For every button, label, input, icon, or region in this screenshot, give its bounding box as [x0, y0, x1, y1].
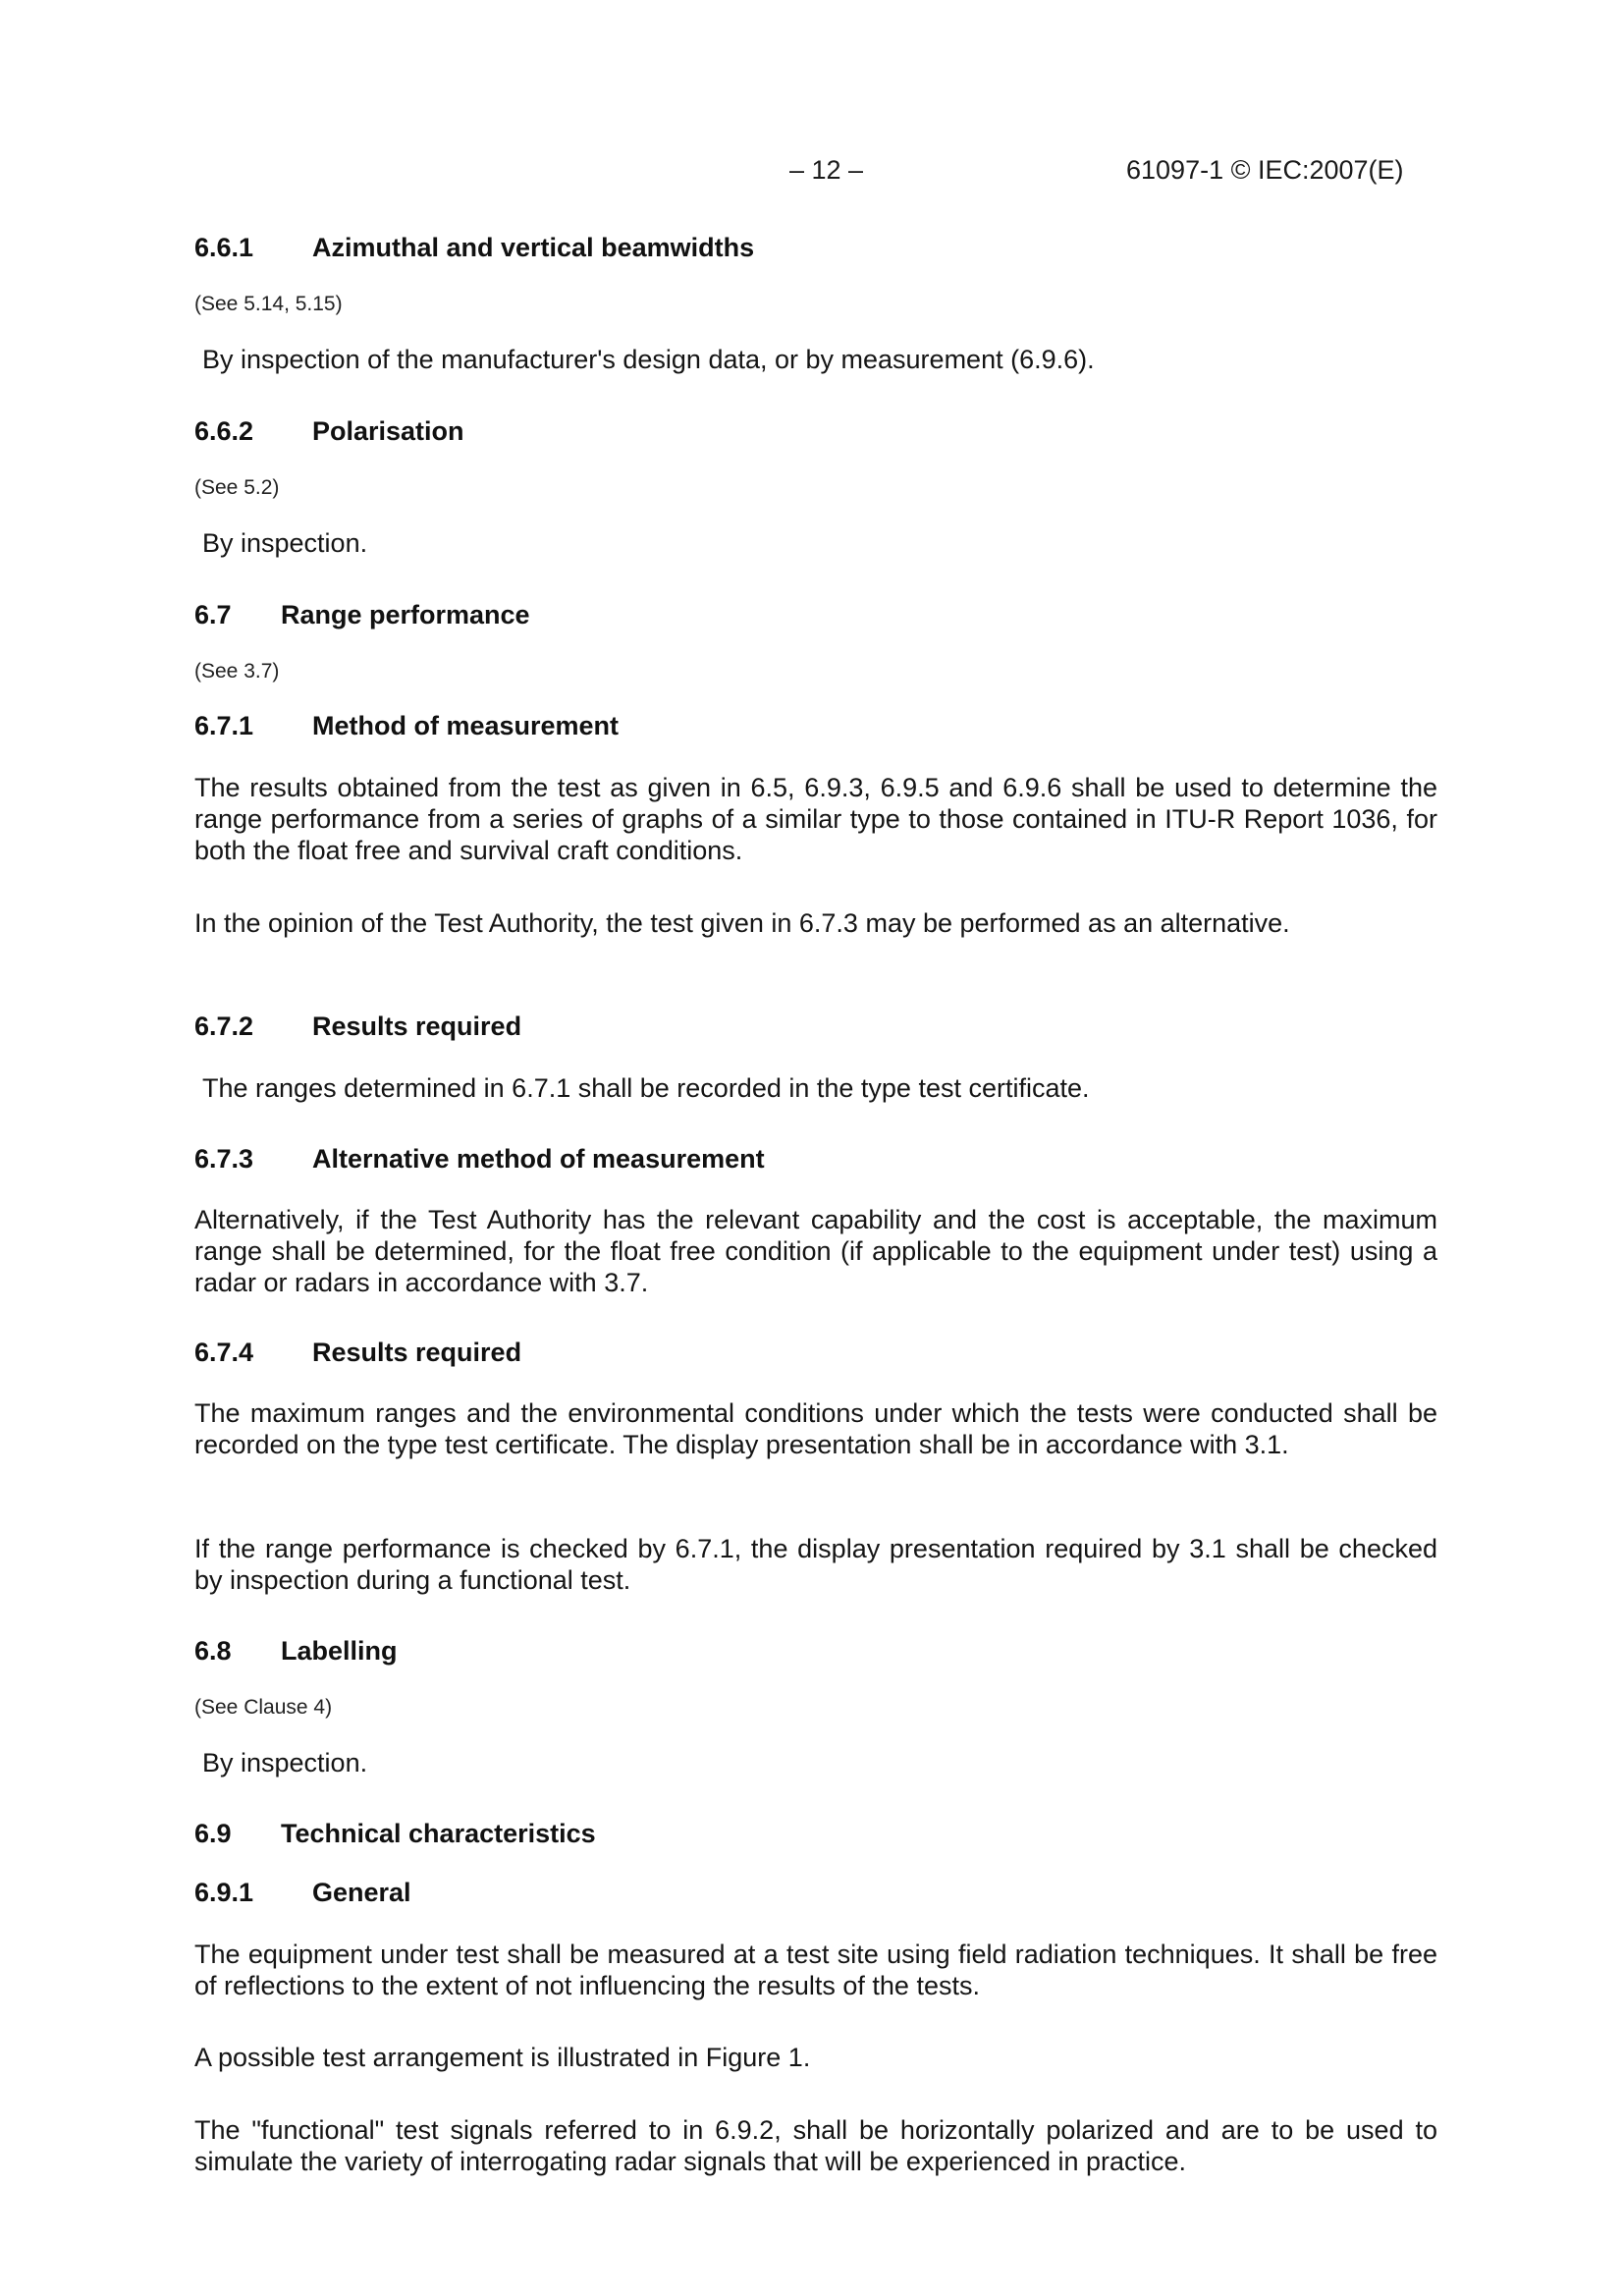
section-heading-6-7-1 [194, 711, 619, 741]
section-heading-6-7-2 [194, 1011, 521, 1042]
paragraph: Alternatively, if the Test Authority has the relevant capability and the cost is acceptable, the maximum range shall be determined, for the float free condition (if applicable to the equipment under test) using a radar or radars in accordance with 3.7. [194, 1205, 1437, 1297]
paragraph: The maximum ranges and the environmental conditions under which the tests were conducted shall be recorded on the type test certificate. The display presentation shall be in accordance with 3.1. [194, 1398, 1437, 1459]
paragraph: The equipment under test shall be measured at a test site using field radiation techniques. It shall be free of reflections to the extent of not influencing the results of the tests. [194, 1940, 1437, 2000]
section-title: Labelling [281, 1636, 398, 1666]
paragraph: By inspection. [202, 528, 368, 558]
section-title: Polarisation [312, 416, 464, 446]
see-reference: (See 5.14, 5.15) [194, 293, 343, 315]
section-title: Results required [312, 1338, 522, 1367]
section-number: 6.9.1 [194, 1878, 254, 1907]
section-heading-6-7-3 [194, 1144, 765, 1175]
section-number: 6.7.2 [194, 1011, 254, 1041]
document-id: 61097-1 © IEC:2007(E) [1126, 155, 1404, 185]
section-title: General [312, 1878, 411, 1907]
section-heading-6-6-2 [194, 416, 464, 447]
paragraph: If the range performance is checked by 6.7.1, the display presentation required by 3.1 shall be checked by inspection during a functional test. [194, 1534, 1437, 1595]
section-title: Technical characteristics [281, 1819, 596, 1848]
paragraph: The "functional" test signals referred to in 6.9.2, shall be horizontally polarized and are to be used to simulate the variety of interrogating radar signals that will be experienced in practice. [194, 2115, 1437, 2176]
section-number: 6.7.4 [194, 1338, 254, 1367]
page-number: – 12 – [789, 155, 864, 185]
section-heading-6-7 [194, 600, 530, 630]
section-number: 6.6.1 [194, 233, 254, 262]
section-title: Azimuthal and vertical beamwidths [312, 233, 755, 262]
section-number: 6.7 [194, 600, 232, 629]
section-heading-6-9 [194, 1819, 596, 1849]
paragraph: In the opinion of the Test Authority, the test given in 6.7.3 may be performed as an alternative. [194, 908, 1290, 938]
paragraph: A possible test arrangement is illustrated in Figure 1. [194, 2043, 811, 2072]
section-heading-6-7-4 [194, 1338, 521, 1368]
paragraph: The ranges determined in 6.7.1 shall be recorded in the type test certificate. [202, 1073, 1090, 1103]
section-number: 6.6.2 [194, 416, 254, 446]
see-reference: (See Clause 4) [194, 1696, 333, 1719]
paragraph: The results obtained from the test as given in 6.5, 6.9.3, 6.9.5 and 6.9.6 shall be used to determine the range performance from a series of graphs of a similar type to those contained in ITU-R Report 1036, for both the float free and survival craft conditions. [194, 773, 1437, 865]
section-heading-6-9-1 [194, 1878, 411, 1908]
see-reference: (See 3.7) [194, 660, 280, 683]
paragraph: By inspection. [202, 1748, 368, 1777]
section-heading-6-6-1 [194, 233, 754, 263]
section-number: 6.7.3 [194, 1144, 254, 1174]
section-title: Range performance [281, 600, 530, 629]
section-number: 6.7.1 [194, 711, 254, 740]
section-title: Alternative method of measurement [312, 1144, 765, 1174]
section-number: 6.9 [194, 1819, 232, 1848]
section-number: 6.8 [194, 1636, 232, 1666]
section-title: Results required [312, 1011, 522, 1041]
see-reference: (See 5.2) [194, 476, 280, 499]
paragraph: By inspection of the manufacturer's design data, or by measurement (6.9.6). [202, 345, 1095, 374]
section-title: Method of measurement [312, 711, 620, 740]
section-heading-6-8 [194, 1636, 398, 1667]
